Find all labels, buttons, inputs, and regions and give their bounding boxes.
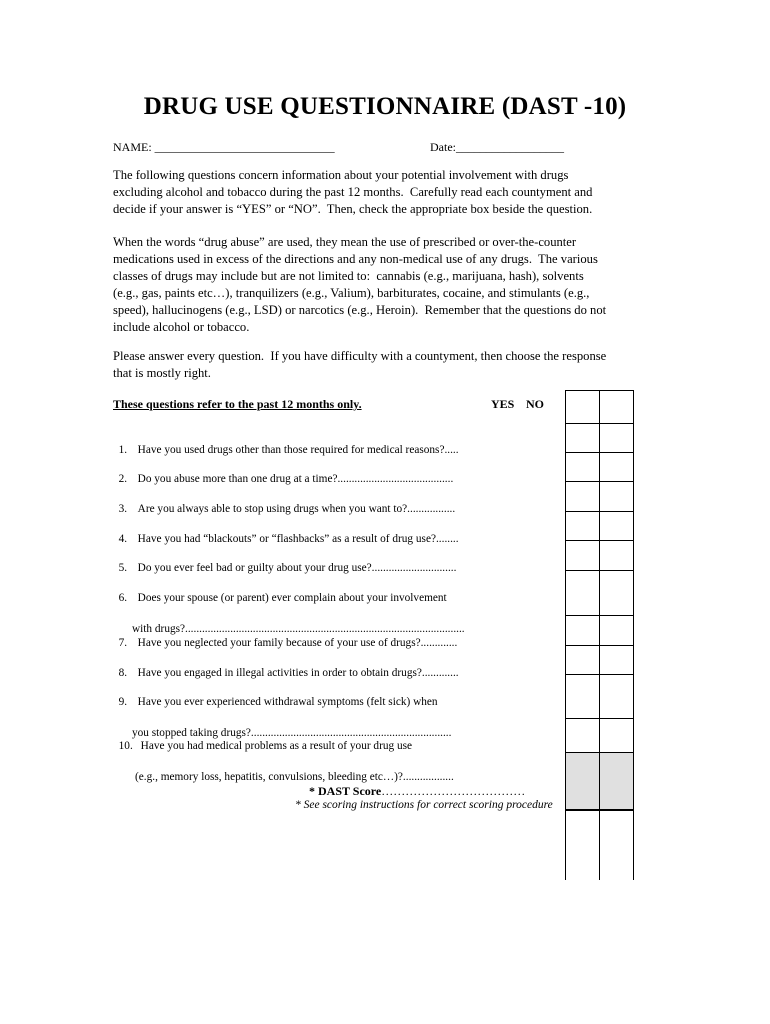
definition-line: When the words “drug abuse” are used, they mean the use of prescribed or over-the-counter [113,235,577,249]
grid-line [565,540,634,541]
question-text: Have you neglected your family because of your use of drugs?............. [137,636,458,649]
grid-line [565,390,566,880]
question-text: Do you abuse more than one drug at a time?......................................... [137,472,454,485]
question-number: 9. [118,695,128,708]
question-text: Have you had “blackouts” or “flashbacks” as a result of drug use?........ [137,532,459,545]
grid-line [565,718,634,719]
instructions-line: that is mostly right. [113,366,211,380]
intro-line: decide if your answer is “YES” or “NO”. Then, check the appropriate box beside the question. [113,202,593,216]
question-text: Do you ever feel bad or guilty about your drug use?.............................. [137,561,457,574]
grid-line [565,645,634,646]
question-number: 8. [118,666,128,679]
grid-line [565,570,634,571]
question-number: 6. [118,591,128,604]
page-title: DRUG USE QUESTIONNAIRE (DAST -10) [143,93,627,120]
question-text-continued: (e.g., memory loss, hepatitis, convulsions, bleeding etc…)?.................. [135,770,454,783]
grid-line [565,481,634,482]
instructions-line: Please answer every question. If you have difficulty with a countyment, then choose the response [113,349,607,363]
question-text: Are you always able to stop using drugs when you want to?................. [137,502,456,515]
grid-line [565,452,634,453]
grid-line [565,511,634,512]
question-7 [113,620,457,651]
question-5 [113,545,456,576]
yes-column-label: YES [491,397,515,411]
question-number: 3. [118,502,128,515]
date-field[interactable]: Date:__________________ [430,140,564,154]
definition-paragraph [113,234,673,336]
question-4 [113,516,459,547]
no-column-label: NO [526,397,544,411]
question-number: 4. [118,532,128,545]
instructions-paragraph [113,348,673,382]
definition-line: speed), hallucinogens (e.g., LSD) or narcotics (e.g., Heroin). Remember that the questions do not [113,303,607,317]
intro-paragraph [113,167,673,218]
definition-line: medications used in excess of the directions and any non-medical use of any drugs. The various [113,252,598,266]
question-1 [113,427,459,458]
question-text: Have you ever experienced withdrawal symptoms (felt sick) when [137,695,438,708]
scoring-note: * See scoring instructions for correct scoring procedure [295,799,553,811]
answer-grid [565,390,634,880]
question-number: 10. [118,739,133,752]
grid-line [565,390,634,391]
question-number: 5. [118,561,128,574]
question-text: Does your spouse (or parent) ever complain about your involvement [137,591,447,604]
question-3 [113,486,455,517]
question-number: 7. [118,636,128,649]
dast-score-label [309,784,525,799]
intro-line: The following questions concern information about your potential involvement with drugs [113,168,569,182]
question-number: 1. [118,443,128,456]
grid-line [565,423,634,424]
question-2 [113,456,453,487]
grid-line [565,615,634,616]
dast-score-dots: ……………………………… [381,784,526,798]
question-text-continued: you stopped taking drugs?....................................................................... [132,726,452,739]
grid-line [565,674,634,675]
question-8 [113,650,459,681]
definition-line: classes of drugs may include but are not limited to: cannabis (e.g., marijuana, hash), solvents [113,269,584,283]
question-text: Have you used drugs other than those required for medical reasons?..... [137,443,459,456]
grid-line [565,810,634,811]
intro-line: excluding alcohol and tobacco during the past 12 months. Carefully read each countyment and [113,185,593,199]
grid-line [565,752,634,753]
question-text: Have you had medical problems as a result of your drug use [140,739,413,752]
definition-line: (e.g., gas, paints etc…), tranquilizers (e.g., Valium), barbiturates, cocaine, and stimulants (e.g., [113,286,590,300]
grid-line [633,390,634,880]
name-field[interactable]: NAME: ______________________________ [113,140,335,154]
question-text-continued: with drugs?................................................................................................... [132,622,465,635]
section-heading: These questions refer to the past 12 months only. [113,397,362,411]
dast-score-text: * DAST Score [309,784,382,798]
question-number: 2. [118,472,128,485]
question-text: Have you engaged in illegal activities in order to obtain drugs?............. [137,666,459,679]
definition-line: include alcohol or tobacco. [113,320,250,334]
grid-line [599,390,600,880]
